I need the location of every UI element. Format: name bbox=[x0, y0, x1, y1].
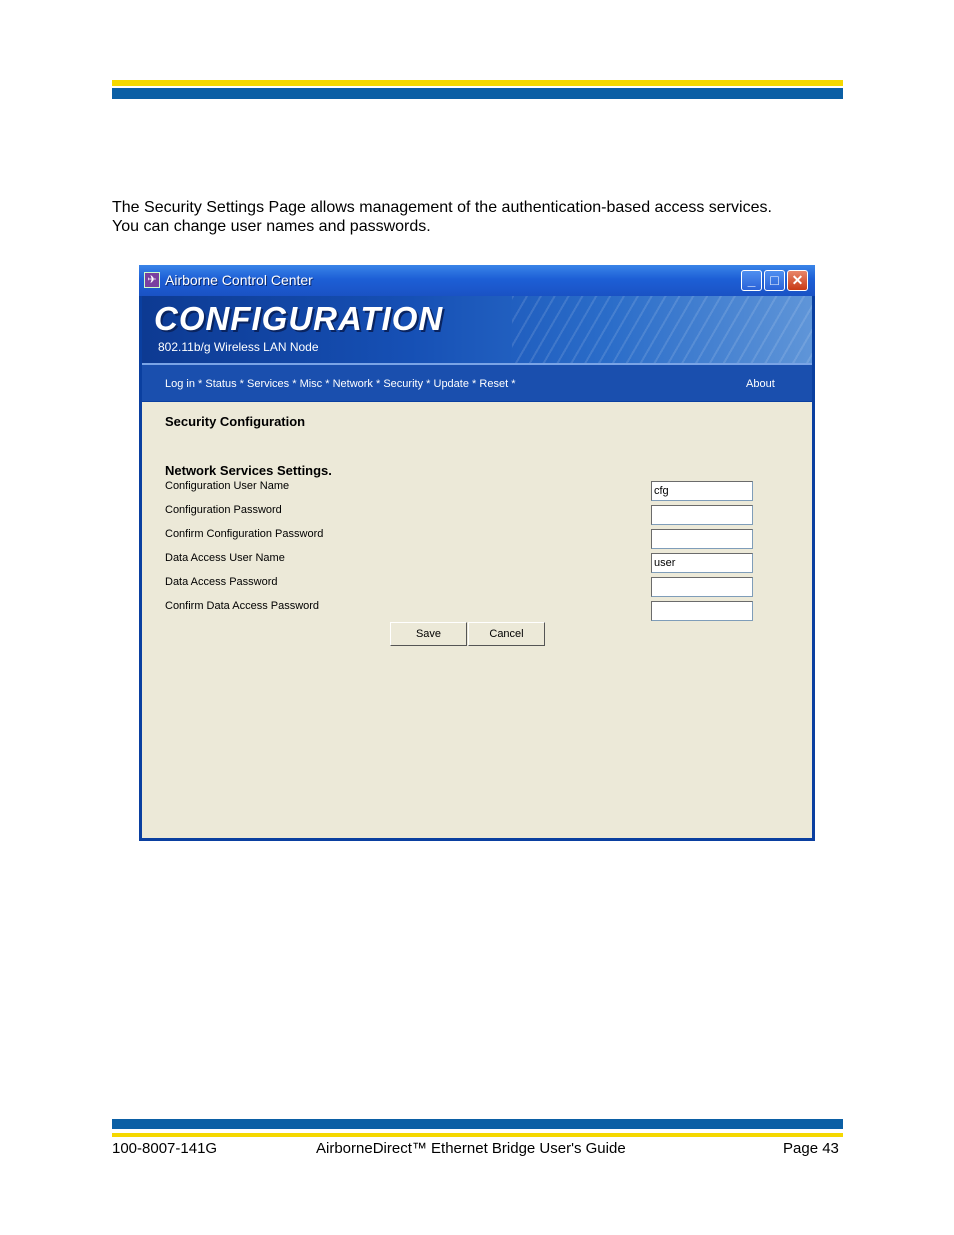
banner-title: CONFIGURATION bbox=[154, 300, 444, 337]
nav-item-network[interactable]: Network bbox=[332, 378, 373, 390]
confirm-data-access-password-label: Confirm Data Access Password bbox=[165, 600, 320, 612]
nav-item-services[interactable]: Services bbox=[246, 378, 290, 390]
nav-separator: * bbox=[194, 378, 206, 390]
nav-item-security[interactable]: Security bbox=[383, 378, 424, 390]
confirm-config-password-label: Confirm Configuration Password bbox=[165, 528, 324, 540]
nav-separator: * bbox=[236, 378, 247, 390]
footer-blue-bar bbox=[112, 1119, 843, 1129]
intro-line-1: The Security Settings Page allows management of the authentication-based access services. bbox=[112, 199, 772, 216]
nav-separator: * bbox=[289, 378, 300, 390]
section-title: Network Services Settings. bbox=[165, 463, 332, 478]
header-yellow-bar bbox=[112, 80, 843, 86]
data-access-password-input[interactable] bbox=[651, 577, 753, 597]
doc-number: 100-8007-141G bbox=[112, 1140, 218, 1157]
nav-separator: * bbox=[508, 378, 516, 390]
page-number: Page 43 bbox=[783, 1140, 839, 1157]
browser-window bbox=[139, 265, 815, 841]
nav-item-status[interactable]: Status bbox=[205, 378, 237, 390]
maximize-button[interactable]: □ bbox=[764, 270, 785, 291]
minimize-button[interactable]: _ bbox=[741, 270, 762, 291]
intro-text bbox=[112, 198, 852, 236]
data-access-user-name-label: Data Access User Name bbox=[165, 552, 285, 564]
nav-separator: * bbox=[468, 378, 480, 390]
config-password-input[interactable] bbox=[651, 505, 753, 525]
security-config-panel bbox=[142, 402, 812, 838]
header-blue-bar bbox=[112, 88, 843, 99]
banner-subtitle: 802.11b/g Wireless LAN Node bbox=[158, 340, 319, 354]
nav-item-misc[interactable]: Misc bbox=[299, 378, 323, 390]
nav-links bbox=[165, 378, 515, 390]
configuration-banner bbox=[142, 296, 812, 363]
window-title: Airborne Control Center bbox=[165, 272, 313, 288]
nav-bar bbox=[142, 363, 812, 401]
footer-yellow-bar bbox=[112, 1133, 843, 1137]
config-password-label: Configuration Password bbox=[165, 504, 282, 516]
intro-line-2: You can change user names and passwords. bbox=[112, 218, 431, 235]
confirm-data-access-password-input[interactable] bbox=[651, 601, 753, 621]
nav-separator: * bbox=[372, 378, 384, 390]
nav-item-reset[interactable]: Reset bbox=[479, 378, 509, 390]
nav-separator: * bbox=[423, 378, 434, 390]
data-access-password-label: Data Access Password bbox=[165, 576, 278, 588]
nav-separator: * bbox=[322, 378, 333, 390]
window-titlebar[interactable] bbox=[139, 265, 815, 296]
config-user-name-input[interactable] bbox=[651, 481, 753, 501]
guide-title: AirborneDirect™ Ethernet Bridge User's Guide bbox=[316, 1140, 626, 1157]
nav-about-link[interactable]: About bbox=[746, 378, 775, 390]
close-button[interactable]: ✕ bbox=[787, 270, 808, 291]
nav-item-log-in[interactable]: Log in bbox=[165, 378, 195, 390]
app-icon: ✈ bbox=[144, 272, 160, 288]
circuit-pattern bbox=[512, 296, 812, 363]
data-access-user-name-input[interactable] bbox=[651, 553, 753, 573]
save-button[interactable]: Save bbox=[390, 622, 467, 646]
cancel-button[interactable]: Cancel bbox=[468, 622, 545, 646]
config-user-name-label: Configuration User Name bbox=[165, 480, 290, 492]
page-title: Security Configuration bbox=[165, 414, 306, 429]
nav-item-update[interactable]: Update bbox=[433, 378, 469, 390]
confirm-config-password-input[interactable] bbox=[651, 529, 753, 549]
